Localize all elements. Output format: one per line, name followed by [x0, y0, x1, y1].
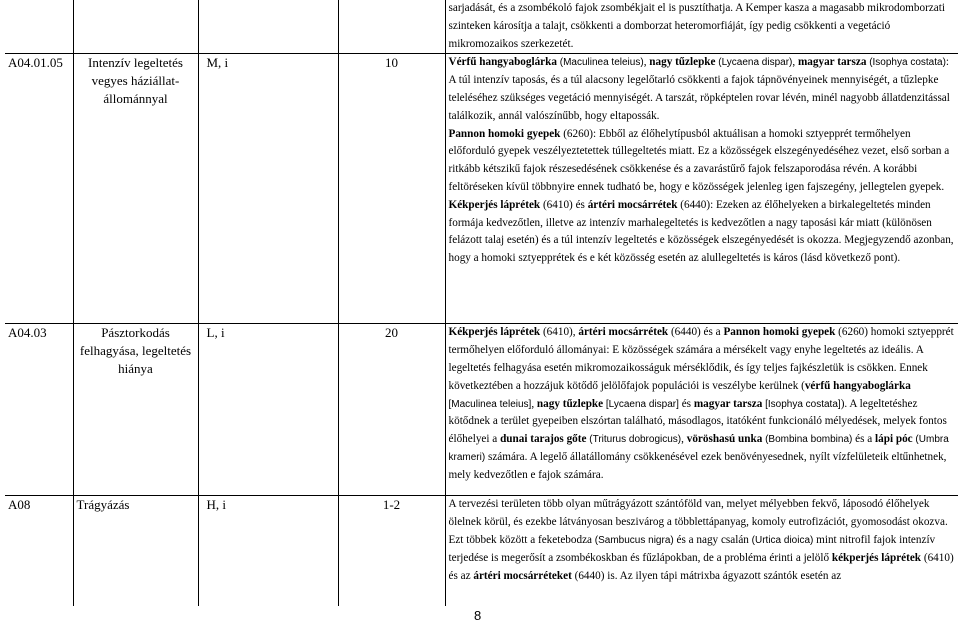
description-paragraph: Pannon homoki gyepek (6260): Ebből az élőhelytípusból aktuálisan a homoki sztyepprét termőhelyen előforduló gyepek veszélyeztetettek túllegeltetés miatt. Ez a közösségek elszegényedéséhez vezet, első sorban a ritkább kétszikű fajok részesedésének csökkenése és a zavarástűrő fajok felszaporodása révén. A korábbi feltöréseken kívül többnyire ennek tudható be, hogy e közösségek jelenleg igen fajszegény, jellegtelen gyepek. [448, 127, 950, 193]
table-row [5, 496, 958, 606]
threat-impact: 20 [338, 324, 445, 496]
table-row-continuation [5, 0, 958, 54]
threat-code: A08 [5, 496, 73, 606]
table-row [5, 54, 958, 324]
description-paragraph: Kékperjés láprétek (6410) és ártéri mocsárrétek (6440): Ezeken az élőhelyeken a birkalegeltetés minden formája kedvezőtlen, illetve az intenzív marhalegeltetés is kedvezőtlen a nagy taposási kár miatt (különösen felázott talaj esetén) és a túl intenzív legeltetés e közösségek elszegényedését is okozza. Megjegyzendő azonban, hogy a homoki sztyepprétek és e két közösség esetén az alullegeltetés is káros (lásd következő pont). [448, 198, 954, 265]
threat-code: A04.03 [5, 324, 73, 496]
threat-type: L, i [198, 324, 338, 496]
threat-description [445, 54, 958, 324]
threat-name: Trágyázás [73, 496, 198, 606]
threat-code: A04.01.05 [5, 54, 73, 324]
description-paragraph: Kékperjés láprétek (6410), ártéri mocsárrétek (6440) és a Pannon homoki gyepek (6260) homoki sztyepprét termőhelyen előforduló állományai: E közösségek számára a mérsékelt vagy enyhe legeltetés az ideális. A legeltetés felhagyása esetén mikromozaikosságuk mérséklődik, és így teljes fajkészletük is csökken. Ennek következtében a hozzájuk kötődő jelölőfajok populációi is veszélybe kerülnek (vérfű hangyaboglárka [Maculinea teleius], nagy tűzlepke [Lycaena dispar] és magyar tarsza [Isophya costata]). A legeltetéshez kötődnek a terület gyepeiben elszórtan található, másodlagos, itatóként funkcionáló mélyedések, melyek fontos élőhelyei a dunai tarajos gőte (Triturus dobrogicus), vöröshasú unka (Bombina bombina) és a lápi póc (Umbra krameri) számára. A legelő állatállomány csökkenésével ezek benövényesednek, nyílt vízfelületeik eltűnhetnek, mely kedvezőtlen e fajok számára. [448, 326, 954, 481]
threat-impact: 1-2 [338, 496, 445, 606]
threat-name: Intenzív legeltetés vegyes háziállat-állománnyal [73, 54, 198, 324]
page-number: 8 [474, 608, 482, 623]
description-paragraph: Vérfű hangyaboglárka (Maculinea teleius), nagy tűzlepke (Lycaena dispar), magyar tarsza (Isophya costata): A túl intenzív taposás, és a túl alacsony legelőtarló csökkenti a fajok tápnövényeinek mennyiségét, a tűzlepke teleléséhez szükséges vegetáció mennyiségét. A tarszát, röpképtelen rovar lévén, minél nagyobb állatdenzitással találkozik, annál valószínűbb, hogy eltapossák. [448, 56, 950, 122]
threat-description [445, 324, 958, 496]
description-paragraph: A tervezési területen több olyan műtrágyázott szántóföld van, melyet mélyebben fekvő, láposodó élőhelyek ölelnek körül, és ezekbe látványosan beszivárog a többlettápanyag, komoly eutrofizációt, gyomosodást okozva. Ezt többek között a feketebodza (Sambucus nigra) és a nagy csalán (Urtica dioica) mint nitrofil fajok intenzív terjedése is megerősít a zsombékoskban és fűzlápokban, de a probléma érinti a jelölő kékperjés láprétek (6410) és az ártéri mocsárréteket (6440) is. Az ilyen tápi mátrixba ágyazott szántók esetén az [448, 498, 954, 582]
threat-type: M, i [198, 54, 338, 324]
threat-description [445, 496, 958, 606]
threat-impact: 10 [338, 54, 445, 324]
threat-type: H, i [198, 496, 338, 606]
threat-name: Pásztorkodás felhagyása, legeltetés hiánya [73, 324, 198, 496]
continuation-text: sarjadását, és a zsombékoló fajok zsombékjait el is pusztíthatja. A Kemper kasza a magasabb mikrodomborzati szinteken károsítja a talajt, csökkenti a domborzat heteromorfiáját, így pedig csökkenti a vegetáció mikromozaikos szerkezetét. [445, 0, 958, 54]
table-row [5, 324, 958, 496]
threat-table [5, 0, 958, 606]
